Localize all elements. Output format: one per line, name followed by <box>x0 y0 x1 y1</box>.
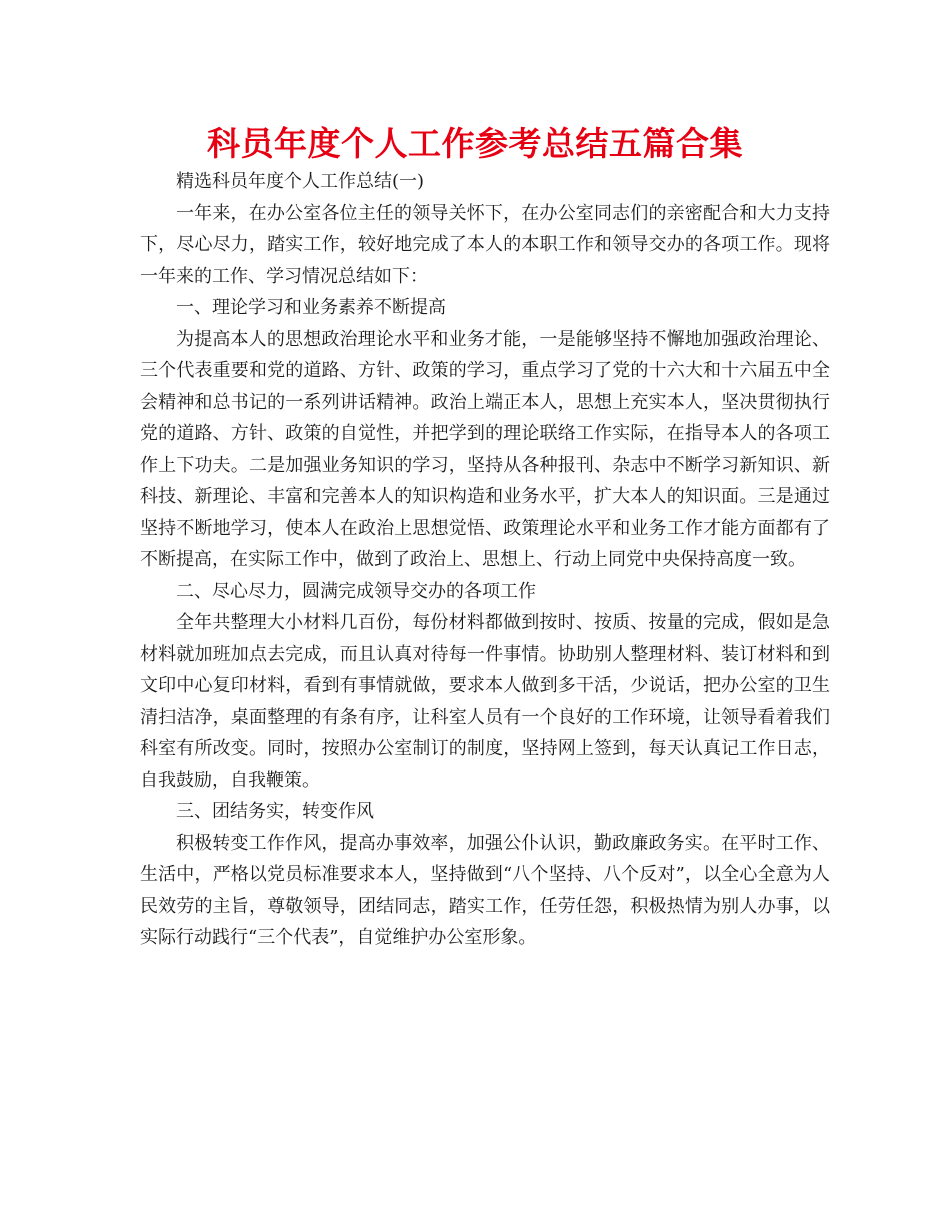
intro-paragraph: 一年来，在办公室各位主任的领导关怀下，在办公室同志们的亲密配合和大力支持下，尽心尽力，踏实工作，较好地完成了本人的本职工作和领导交办的各项工作。现将一年来的工作、学习情况总结如下： <box>140 202 830 287</box>
section-heading-3: 三、团结务实，转变作风 <box>176 801 374 822</box>
body-paragraph-1: 为提高本人的思想政治理论水平和业务才能，一是能够坚持不懈地加强政治理论、三个代表重要和党的道路、方针、政策的学习，重点学习了党的十六大和十六届五中全会精神和总书记的一系列讲话精神。政治上端正本人，思想上充实本人，坚决贯彻执行党的道路、方针、政策的自觉性，并把学到的理论联络工作实际，在指导本人的各项工作上下功夫。二是加强业务知识的学习，坚持从各种报刊、杂志中不断学习新知识、新科技、新理论、丰富和完善本人的知识构造和业务水平，扩大本人的知识面。三是通过坚持不断地学习，使本人在政治上思想觉悟、政策理论水平和业务工作才能方面都有了不断提高，在实际工作中，做到了政治上、思想上、行动上同党中央保持高度一致。 <box>140 328 830 570</box>
document-body <box>140 166 830 954</box>
body-paragraph-2: 全年共整理大小材料几百份，每份材料都做到按时、按质、按量的完成，假如是急材料就加班加点去完成，而且认真对待每一件事情。协助别人整理材料、装订材料和到文印中心复印材料，看到有事情就做，要求本人做到多干活，少说话，把办公室的卫生清扫洁净，桌面整理的有条有序，让科室人员有一个良好的工作环境，让领导看着我们科室有所改变。同时，按照办公室制订的制度，坚持网上签到，每天认真记工作日志，自我鼓励，自我鞭策。 <box>140 612 830 791</box>
body-paragraph-3: 积极转变工作作风，提高办事效率，加强公仆认识，勤政廉政务实。在平时工作、生活中，严格以党员标准要求本人，坚持做到“八个坚持、八个反对”，以全心全意为人民效劳的主旨，尊敬领导，团结同志，踏实工作，任劳任怨，积极热情为别人办事，以实际行动践行“三个代表”，自觉维护办公室形象。 <box>140 832 830 948</box>
section-heading-2: 二、尽心尽力，圆满完成领导交办的各项工作 <box>176 580 536 602</box>
document-title: 科员年度个人工作参考总结五篇合集 <box>207 124 743 163</box>
section-subtitle: 精选科员年度个人工作总结(一) <box>176 171 425 192</box>
section-heading-1: 一、理论学习和业务素养不断提高 <box>176 297 446 318</box>
